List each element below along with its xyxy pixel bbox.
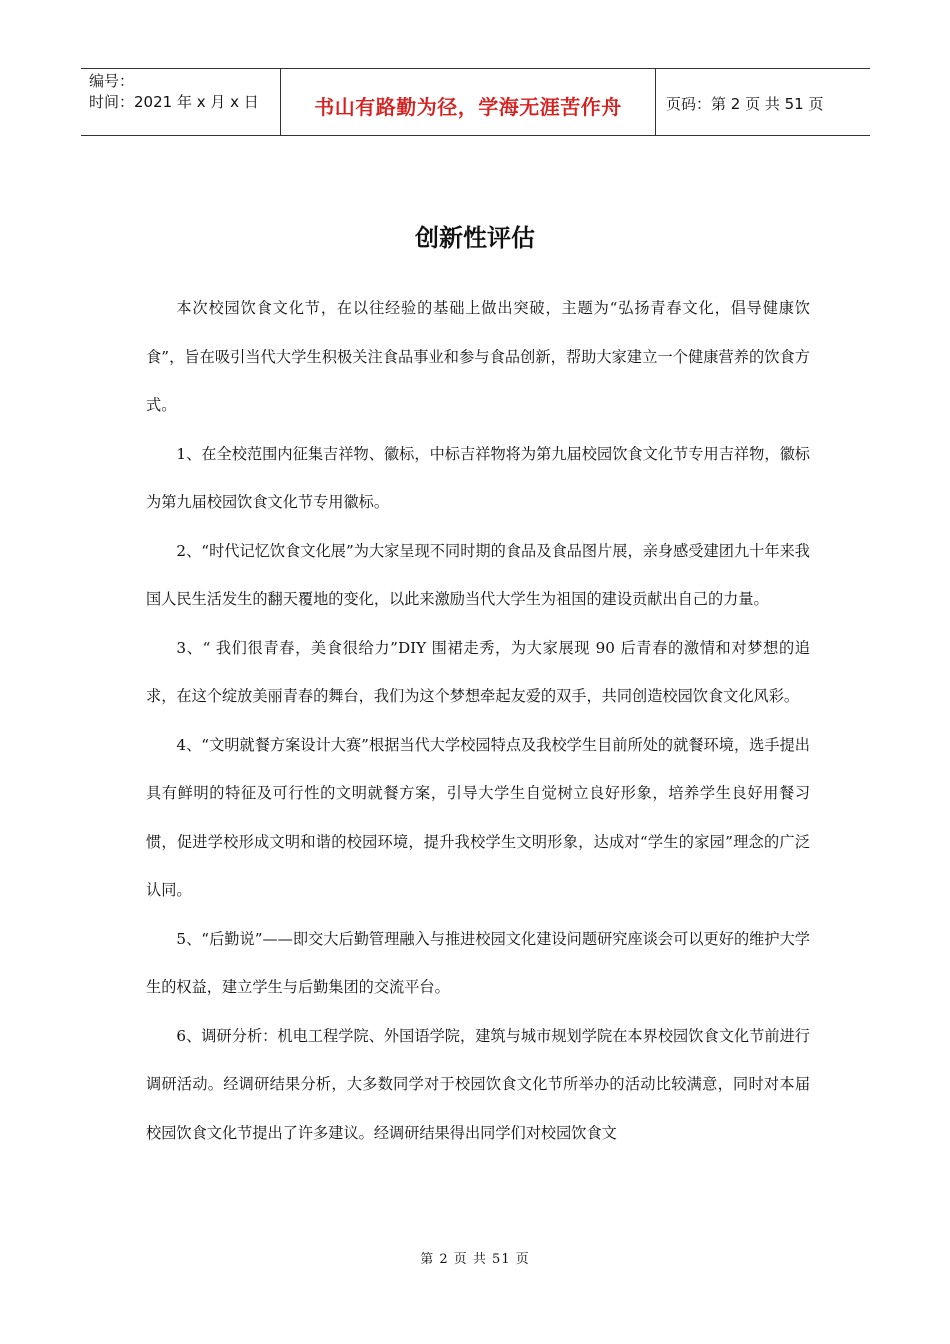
page-header [81,68,870,136]
header-page-cell [656,69,870,135]
paragraph-item-4: 4、“文明就餐方案设计大赛”根据当代大学校园特点及我校学生目前所处的就餐环境，选手提出具有鲜明的特征及可行性的文明就餐方案，引导大学生自觉树立良好形象，培养学生良好用餐习惯，促进学校形成文明和谐的校园环境，提升我校学生文明形象，达成对“学生的家园”理念的广泛认同。 [146,735,810,899]
document-title: 创新性评估 [415,224,535,252]
header-motto: 书山有路勤为径，学海无涯苦作舟 [314,95,622,119]
paragraph-intro: 本次校园饮食文化节，在以往经验的基础上做出突破，主题为“弘扬青春文化，倡导健康饮食”，旨在吸引当代大学生积极关注食品事业和参与食品创新，帮助大家建立一个健康营养的饮食方式。 [146,299,810,414]
document-time-label: 时间：2021 年 x 月 x 日 [89,93,259,111]
header-page-info: 页码：第 2 页 共 51 页 [666,95,824,113]
header-meta-cell [81,69,281,135]
paragraph-item-6: 6、调研分析：机电工程学院、外国语学院，建筑与城市规划学院在本界校园饮食文化节前进行调研活动。经调研结果分析，大多数同学对于校园饮食文化节所举办的活动比较满意，同时对本届校园饮食文化节提出了许多建议。经调研结果得出同学们对校园饮食文 [146,1026,810,1142]
paragraph-item-3: 3、“ 我们很青春，美食很给力”DIY 围裙走秀，为大家展现 90 后青春的激情和对梦想的追求，在这个绽放美丽青春的舞台，我们为这个梦想牵起友爱的双手，共同创造校园饮食文化风彩。 [146,638,810,705]
page-footer: 第 2 页 共 51 页 [420,1252,530,1267]
paragraph-item-5: 5、“后勤说”——即交大后勤管理融入与推进校园文化建设问题研究座谈会可以更好的维护大学生的权益，建立学生与后勤集团的交流平台。 [146,929,810,996]
paragraph-item-1: 1、在全校范围内征集吉祥物、徽标，中标吉祥物将为第九届校园饮食文化节专用吉祥物，徽标为第九届校园饮食文化节专用徽标。 [146,444,810,511]
document-body [146,284,810,1157]
header-motto-cell [281,69,656,135]
document-number-label: 编号： [89,72,135,90]
paragraph-item-2: 2、“时代记忆饮食文化展”为大家呈现不同时期的食品及食品图片展，亲身感受建团九十年来我国人民生活发生的翻天覆地的变化，以此来激励当代大学生为祖国的建设贡献出自己的力量。 [146,541,810,608]
